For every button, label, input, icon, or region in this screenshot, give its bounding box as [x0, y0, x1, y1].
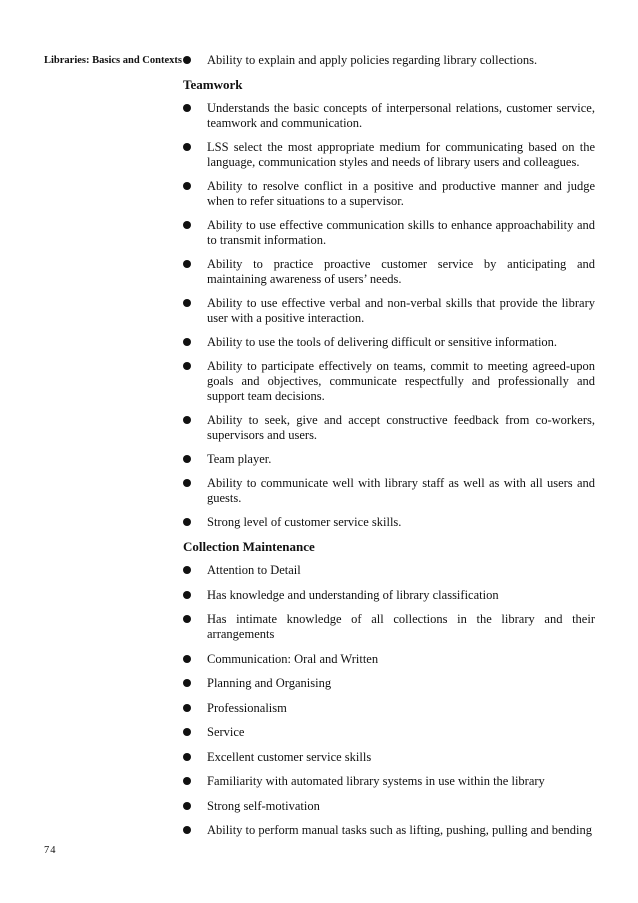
bullet-icon [183, 260, 191, 268]
list-item-text: Strong self-motivation [207, 798, 320, 813]
list-item-text: Ability to practice proactive customer service by anticipating and maintaining awareness of users’ needs. [207, 257, 595, 286]
intro-list [183, 53, 595, 68]
list-item-text: Familiarity with automated library systems in use within the library [207, 774, 545, 788]
list-item-text: Ability to explain and apply policies regarding library collections. [207, 53, 538, 67]
list-item [183, 823, 595, 838]
teamwork-heading: Teamwork [183, 77, 243, 92]
list-item-text: Ability to perform manual tasks such as lifting, pushing, pulling and bending [207, 823, 593, 837]
list-item-text: Has intimate knowledge of all collections in the library and their arrangements [207, 612, 595, 641]
bullet-icon [183, 615, 191, 623]
list-item [183, 101, 595, 131]
bullet-icon [183, 299, 191, 307]
list-item [183, 701, 595, 716]
bullet-icon [183, 362, 191, 370]
bullet-icon [183, 655, 191, 663]
bullet-icon [183, 591, 191, 599]
list-item-text: Ability to use effective communication skills to enhance approachability and to transmit information. [207, 218, 595, 247]
list-item-text: Ability to seek, give and accept constructive feedback from co-workers, supervisors and users. [207, 413, 595, 442]
list-item [183, 799, 595, 814]
list-item [183, 53, 595, 68]
collection-maintenance-heading: Collection Maintenance [183, 539, 315, 554]
bullet-icon [183, 753, 191, 761]
list-item [183, 179, 595, 209]
list-item [183, 257, 595, 287]
page-content [183, 53, 595, 848]
bullet-icon [183, 338, 191, 346]
list-item [183, 335, 595, 350]
list-item [183, 452, 595, 467]
bullet-icon [183, 221, 191, 229]
bullet-icon [183, 728, 191, 736]
bullet-icon [183, 777, 191, 785]
list-item [183, 676, 595, 691]
list-item [183, 296, 595, 326]
list-item [183, 359, 595, 404]
collection-maintenance-list [183, 563, 595, 838]
bullet-icon [183, 56, 191, 64]
list-item-text: Understands the basic concepts of interpersonal relations, customer service, teamwork and communication. [207, 101, 595, 130]
list-item [183, 725, 595, 740]
teamwork-list [183, 101, 595, 530]
bullet-icon [183, 679, 191, 687]
list-item-text: Ability to communicate well with library staff as well as with all users and guests. [207, 476, 595, 505]
list-item-text: Professionalism [207, 700, 287, 715]
list-item [183, 413, 595, 443]
bullet-icon [183, 566, 191, 574]
list-item-text: Has knowledge and understanding of library classification [207, 587, 499, 602]
bullet-icon [183, 704, 191, 712]
bullet-icon [183, 479, 191, 487]
bullet-icon [183, 455, 191, 463]
list-item-text: Excellent customer service skills [207, 749, 372, 764]
list-item-text: Attention to Detail [207, 563, 301, 577]
list-item-text: Planning and Organising [207, 676, 332, 690]
list-item-text: Ability to use effective verbal and non-verbal skills that provide the library user with a positive interaction. [207, 296, 595, 325]
list-item [183, 652, 595, 667]
bullet-icon [183, 104, 191, 112]
bullet-icon [183, 826, 191, 834]
list-item [183, 140, 595, 170]
running-head: Libraries: Basics and Contexts [44, 55, 182, 66]
list-item [183, 515, 595, 530]
list-item-text: Ability to participate effectively on teams, commit to meeting agreed-upon goals and objectives, communicate respectfully and professionally and support team decisions. [207, 359, 595, 403]
bullet-icon [183, 518, 191, 526]
list-item [183, 750, 595, 765]
list-item-text: Ability to resolve conflict in a positive and productive manner and judge when to refer situations to a supervisor. [207, 179, 595, 208]
list-item-text: Communication: Oral and Written [207, 651, 379, 666]
list-item [183, 218, 595, 248]
list-item-text: LSS select the most appropriate medium for communicating based on the language, communication styles and needs of library users and colleagues. [207, 140, 595, 169]
list-item [183, 588, 595, 603]
page-number: 74 [44, 845, 57, 856]
list-item-text: Ability to use the tools of delivering difficult or sensitive information. [207, 335, 558, 349]
bullet-icon [183, 802, 191, 810]
list-item-text: Strong level of customer service skills. [207, 515, 402, 529]
list-item-text: Service [207, 725, 245, 739]
bullet-icon [183, 182, 191, 190]
list-item [183, 563, 595, 578]
list-item [183, 476, 595, 506]
list-item [183, 774, 595, 789]
list-item [183, 612, 595, 642]
bullet-icon [183, 416, 191, 424]
bullet-icon [183, 143, 191, 151]
list-item-text: Team player. [207, 452, 272, 466]
